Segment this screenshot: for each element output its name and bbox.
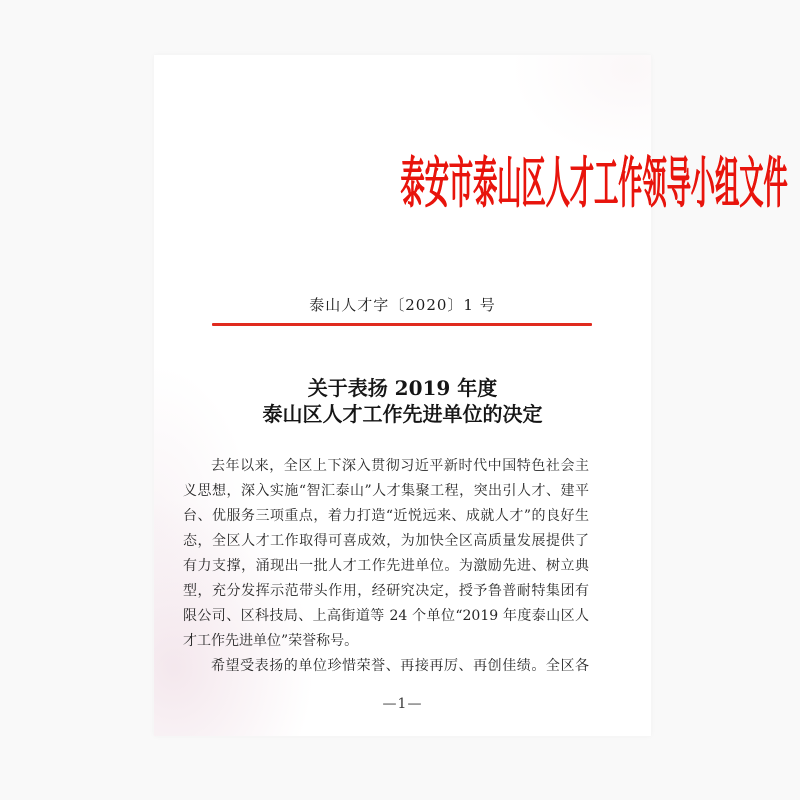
- body-line: 义思想，深入实施“智汇泰山”人才集聚工程，突出引人才、建平: [183, 483, 589, 499]
- document-page: [154, 55, 788, 736]
- page-number: —1—: [382, 696, 423, 712]
- body-line: 才工作先进单位”荣誉称号。: [183, 633, 359, 649]
- body-line: 希望受表扬的单位珍惜荣誉、再接再厉、再创佳绩。全区各: [211, 658, 589, 674]
- body-line: 型，充分发挥示范带头作用，经研究决定，授予鲁普耐特集团有: [183, 583, 589, 599]
- document-title-line1: 关于表扬 2019 年度: [307, 376, 498, 400]
- body-line: 态，全区人才工作取得可喜成效，为加快全区高质量发展提供了: [183, 533, 589, 549]
- letterhead-title-text: 泰安市泰山区人才工作领导小组文件: [400, 150, 788, 215]
- body-line: 台、优服务三项重点，着力打造“近悦远来、成就人才”的良好生: [183, 508, 589, 524]
- red-divider-line: [212, 323, 592, 326]
- document-number: 泰山人才字〔2020〕1 号: [309, 296, 496, 314]
- document-title: [154, 375, 651, 427]
- document-body: [183, 454, 589, 679]
- body-line: 限公司、区科技局、上高街道等 24 个单位“2019 年度泰山区人: [183, 608, 589, 624]
- body-line: 去年以来，全区上下深入贯彻习近平新时代中国特色社会主: [211, 458, 589, 474]
- body-line: 有力支撑，涌现出一批人才工作先进单位。为激励先进、树立典: [183, 558, 589, 574]
- document-title-line2: 泰山区人才工作先进单位的决定: [262, 402, 543, 426]
- letterhead-title: [154, 150, 788, 215]
